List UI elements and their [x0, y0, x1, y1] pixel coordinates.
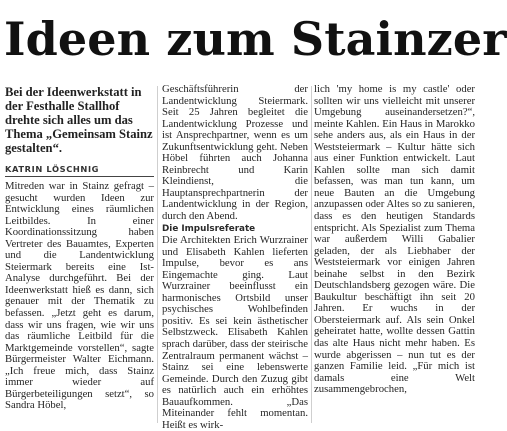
article-headline: Ideen zum Stainzer	[4, 12, 507, 66]
column-divider	[311, 86, 312, 423]
column-1	[5, 84, 154, 423]
column-divider	[157, 86, 158, 423]
section-subhead: Die Impulsreferate	[162, 223, 256, 234]
article-lead: Bei der Ideenwerkstatt in der Festhalle Stallhof drehte sich alles um das Thema „Gemeinsam Stainz gestalten“.	[5, 85, 153, 155]
column-2	[162, 83, 308, 431]
column-3-body: lich 'my home is my castle' oder sollten wir uns vielleicht mit unserer Umgebung auseinandersetzen?“, meinte Kahlen. Ein Haus in Marokko sehe anders aus, als ein Haus in der Weststeiermark – Kultur hätte sich aus einer Funktion entwickelt. Laut Kahlen sollte man sich damit befassen, was man tun kann, um neue Bauten an die Umgebung anzupassen oder Altes so zu sanieren, dass es den heutigen Standards entspricht. Als Spezialist zum Thema war außerdem Willi Gabalier geladen, der als Liebhaber der Weststeiermark vor einigen Jahren beinahe selbst in den Bezirk Deutschlandsberg gezogen wäre. Die Baukultur beschäftigt ihn seit 20 Jahren. Er wuchs in der Obersteiermark auf. Als sein Onkel geheiratet hatte, wollte dessen Gattin das alte Haus nicht mehr haben. Es wurde abgerissen – nun tut es der ganzen Familie leid. „Für mich ist damals eine Welt zusammengebrochen,	[314, 83, 475, 396]
column-2-body-top: Geschäftsführerin der Landentwicklung Steiermark. Seit 25 Jahren begleitet die Landentwicklung Prozesse und ist Ansprechpartner, wenn es um Zukunftsentwicklung geht. Neben Höbel führten auch Johanna Reinbrecht und Karin Kleindienst, die Hauptansprechpartnerin der Landentwicklung in der Region, durch den Abend.	[162, 83, 308, 223]
author-byline: KATRIN LÖSCHNIG	[5, 164, 154, 177]
column-2-body-bottom: Die Architekten Erich Wurzrainer und Elisabeth Kahlen lieferten Impulse, bevor es ans Eingemachte ging. Laut Wurzrainer beeinflusst ein harmonisches Ortsbild unser psychisches Wohlbefinden positiv. Es sei kein ästhetischer Selbstzweck. Elisabeth Kahlen sprach darüber, dass der steirische Zentralraum permanent wächst – Stainz sei eine lebenswerte Gemeinde. Durch den Zuzug gibt es natürlich auch ein erhöhtes Bauaufkommen. „Das Miteinander fehlt momentan. Heißt es wirk-	[162, 234, 308, 431]
column-1-body: Mitreden war in Stainz gefragt – gesucht wurden Ideen zur Entwicklung eines räumlichen Leitbildes. In einer Koordinationssitzung haben Vertreter des Bauamtes, Experten und die Landentwicklung Steiermark bereits eine Ist-Analyse durchgeführt. Bei der Ideenwerkstatt hieß es dann, sich genauer mit der Thematik zu befassen. „Jetzt geht es darum, dass wir uns fragen, wie wir uns das räumliche Leitbild für die Marktgemeinde vorstellen“, sagte Bürgermeister Walter Eichmann. „Ich freue mich, dass Stainz immer wieder auf Bürgerbeteiligungen setzt“, so Sandra Höbel,	[5, 180, 154, 412]
column-3	[314, 84, 475, 423]
